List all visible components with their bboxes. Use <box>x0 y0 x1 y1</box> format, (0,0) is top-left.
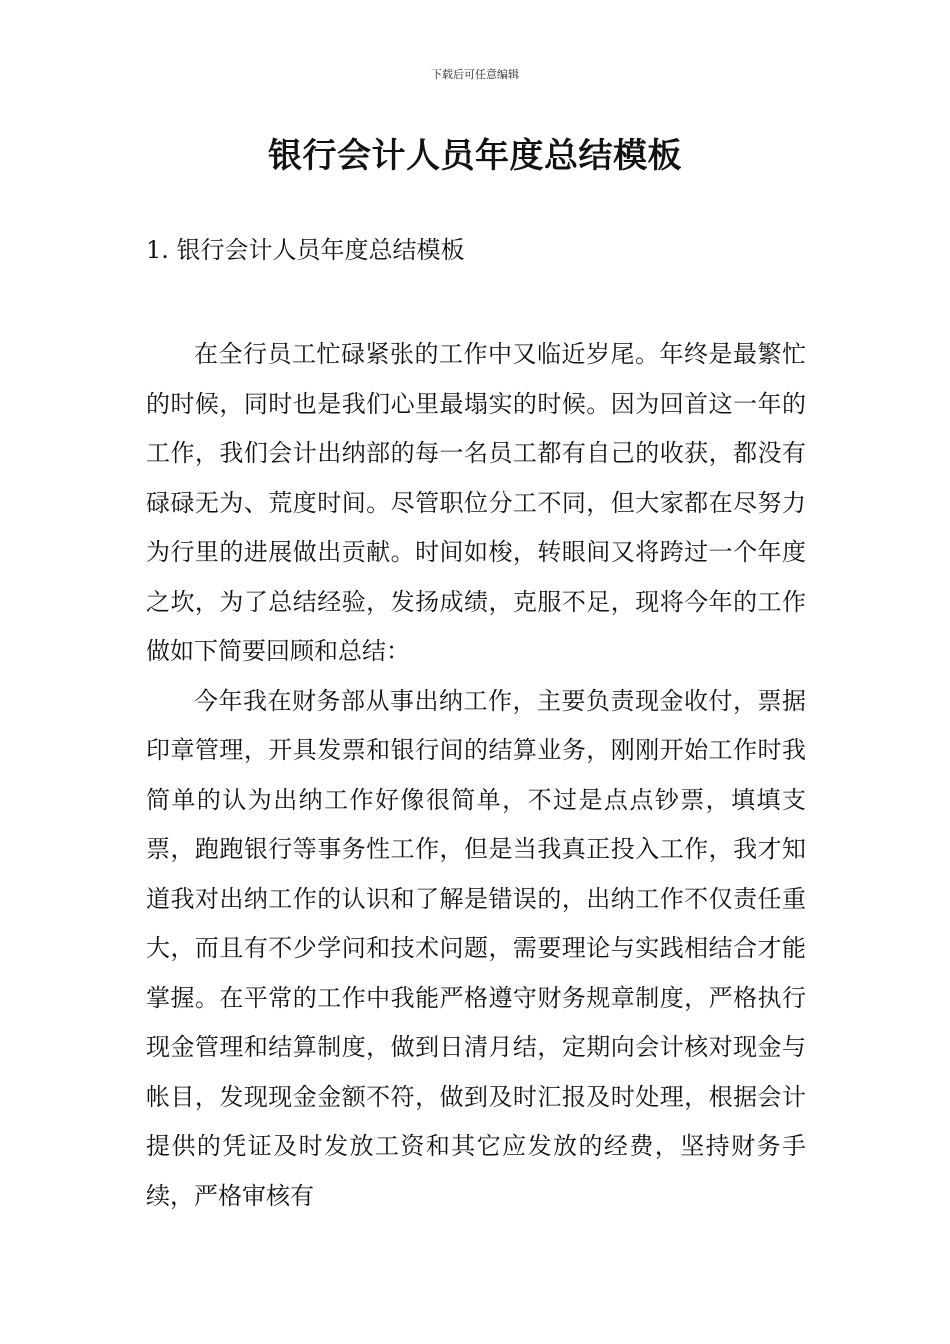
paragraph-1: 在全行员工忙碌紧张的工作中又临近岁尾。年终是最繁忙的时候，同时也是我们心里最塌实的时候。因为回首这一年的工作，我们会计出纳部的每一名员工都有自己的收获，都没有碌碌无为、荒度时间。尽管职位分工不同，但大家都在尽努力为行里的进展做出贡献。时间如梭，转眼间又将跨过一个年度之坎，为了总结经验，发扬成绩，克服不足，现将今年的工作做如下简要回顾和总结： <box>146 340 806 665</box>
document-title: 银行会计人员年度总结模板 <box>268 136 682 176</box>
paragraph-2: 今年我在财务部从事出纳工作，主要负责现金收付，票据印章管理，开具发票和银行间的结算业务，刚刚开始工作时我简单的认为出纳工作好像很简单，不过是点点钞票，填填支票，跑跑银行等事务性工作，但是当我真正投入工作，我才知道我对出纳工作的认识和了解是错误的，出纳工作不仅责任重大，而且有不少学问和技术问题，需要理论与实践相结合才能掌握。在平常的工作中我能严格遵守财务规章制度，严格执行现金管理和结算制度，做到日清月结，定期向会计核对现金与帐目，发现现金金额不符，做到及时汇报及时处理，根据会计提供的凭证及时发放工资和其它应发放的经费，坚持财务手续，严格审核有 <box>146 686 806 1210</box>
page-header: 下载后可任意编辑 <box>431 68 519 81</box>
document-body <box>146 330 806 1221</box>
section-heading: 1. 银行会计人员年度总结模板 <box>146 236 465 264</box>
